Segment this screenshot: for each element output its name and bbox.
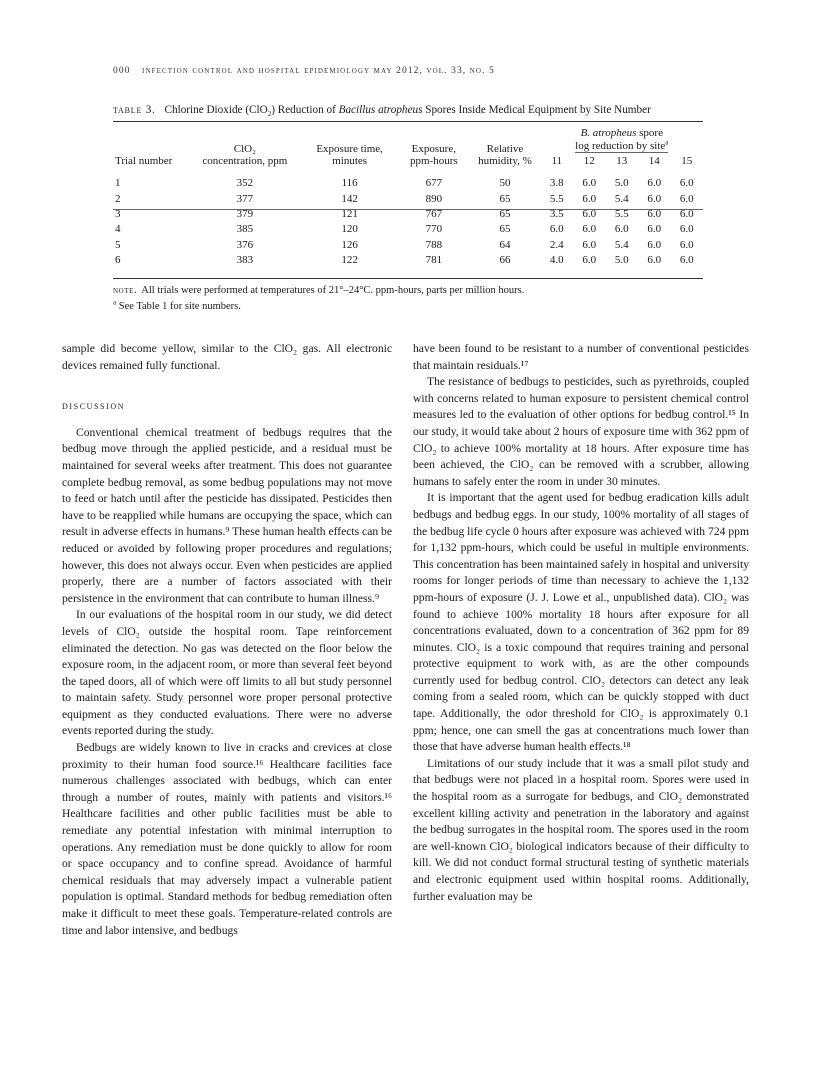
cell-site: 6.0 bbox=[582, 208, 597, 221]
paragraph: Conventional chemical treatment of bedbugs requires that the bedbug move through the applied pesticide, and a residual must be maintained for several weeks after treatment. This does not guarantee complete bedbug removal, as some bedbug populations may not move to feed or hatch until after the pesticide has dissipated. Pesticides then have to be reapplied while humans are occupying the space, which can result in adverse effects in humans.⁹ These human health effects can be reduced or avoided by following proper procedures and regulations; however, this does not always occur. Even when pesticides are applied properly, there are a number of factors associated with their persistence in the environment that can contribute to human illness.⁹ bbox=[62, 425, 392, 605]
cell-site: 2.4 bbox=[549, 238, 564, 251]
cell-exposure: 770 bbox=[425, 223, 443, 236]
cell-humidity: 50 bbox=[499, 177, 511, 190]
section-heading-discussion: discussion bbox=[62, 400, 126, 413]
table-row bbox=[113, 253, 703, 268]
header-site: 13 bbox=[616, 155, 628, 168]
header-exposure: Exposure, ppm-hours bbox=[409, 142, 458, 168]
cell-site: 6.0 bbox=[679, 238, 694, 251]
cell-time: 116 bbox=[341, 177, 358, 190]
cell-conc: 379 bbox=[236, 208, 254, 221]
cell-trial: 4 bbox=[115, 223, 121, 236]
cell-site: 6.0 bbox=[582, 223, 597, 236]
cell-site: 5.4 bbox=[614, 238, 629, 251]
cell-site: 6.0 bbox=[582, 238, 597, 251]
table-row bbox=[113, 191, 703, 206]
cell-trial: 5 bbox=[115, 238, 121, 251]
cell-site: 3.5 bbox=[549, 208, 564, 221]
cell-site: 6.0 bbox=[614, 223, 629, 236]
table-notes bbox=[113, 283, 703, 316]
header-humidity: Relative humidity, % bbox=[478, 142, 532, 168]
cell-time: 122 bbox=[341, 254, 358, 267]
table-top-rule bbox=[113, 121, 703, 122]
cell-site: 5.5 bbox=[549, 192, 564, 205]
paragraph: have been found to be resistant to a number of conventional pesticides that maintain residuals.¹⁷ bbox=[413, 342, 749, 372]
cell-site: 6.0 bbox=[582, 254, 597, 267]
cell-site: 6.0 bbox=[647, 177, 662, 190]
right-column bbox=[413, 341, 749, 905]
table-title-post: Spores Inside Medical Equipment by Site Number bbox=[422, 104, 651, 116]
cell-trial: 2 bbox=[115, 192, 121, 205]
cell-site: 5.5 bbox=[614, 208, 629, 221]
table-label: table 3. bbox=[113, 104, 156, 116]
paragraph: Limitations of our study include that it was a small pilot study and that bedbugs were not placed in a hospital room. Spores were used in the hospital room as a surrogate for bedbugs, and ClO₂ demonstrated excellent killing activity and penetration in the laboratory and against the bedbug surrogates in the hospital room. The spores used in the room are well-known ClO₂ biological indicators because of their difficulty to kill. We did not conduct formal structural testing of synthetic materials and electronic equipment used within hospital rooms. Additionally, further evaluation may be bbox=[413, 756, 749, 903]
cell-exposure: 677 bbox=[425, 177, 443, 190]
cell-humidity: 65 bbox=[499, 208, 511, 221]
cell-time: 120 bbox=[341, 223, 358, 236]
cell-trial: 3 bbox=[115, 208, 121, 221]
cell-site: 5.0 bbox=[614, 254, 629, 267]
header-site: 14 bbox=[648, 155, 660, 168]
header-exposure-time: Exposure time, minutes bbox=[316, 142, 383, 168]
table-row bbox=[113, 171, 703, 191]
table-bottom-rule bbox=[113, 278, 703, 279]
cell-site: 5.4 bbox=[614, 192, 629, 205]
cell-humidity: 66 bbox=[499, 254, 511, 267]
cell-site: 4.0 bbox=[549, 254, 564, 267]
issue-info: may 2012, vol. 33, no. 5 bbox=[373, 66, 495, 76]
table-row bbox=[113, 237, 703, 252]
cell-exposure: 788 bbox=[425, 238, 443, 251]
cell-site: 5.0 bbox=[614, 177, 629, 190]
cell-humidity: 65 bbox=[499, 223, 511, 236]
cell-site: 6.0 bbox=[647, 223, 662, 236]
paragraph: The resistance of bedbugs to pesticides, such as pyrethroids, coupled with concerns related to human exposure to persistent chemical control measures led to the evaluation of other options for bedbug control.¹⁵ In our study, it would take about 2 hours of exposure time with 362 ppm of ClO₂ to achieve 100% mortality at 18 hours. After exposure time has been achieved, the ClO₂ can be removed with a scrubber, allowing humans to safely enter the room in under 30 minutes. bbox=[413, 375, 749, 488]
cell-site: 6.0 bbox=[679, 177, 694, 190]
cell-site: 3.8 bbox=[549, 177, 564, 190]
table-row bbox=[113, 222, 703, 237]
cell-exposure: 890 bbox=[425, 192, 443, 205]
table-title-pre: Chlorine Dioxide (ClO bbox=[164, 104, 268, 116]
cell-site: 6.0 bbox=[679, 208, 694, 221]
cell-site: 6.0 bbox=[679, 192, 694, 205]
cell-site: 6.0 bbox=[647, 192, 662, 205]
cell-trial: 1 bbox=[115, 177, 121, 190]
cell-site: 6.0 bbox=[582, 177, 597, 190]
paragraph: Bedbugs are widely known to live in cracks and crevices at close proximity to their human food source.¹⁶ Healthcare facilities face numerous challenges associated with bedbugs, which can enter through a number of routes, mainly with patients and visitors.¹⁶ Healthcare facilities and other public facilities must be able to remediate any potential infestation with minimal interruption to operations. Any remediation must be done quickly to allow for room or space occupancy and to confine spread. Avoidance of harmful chemical residuals that may adversely impact a vulnerable patient population is optimal. Standard methods for bedbug remediation often make it difficult to meet these goals. Temperature-related controls are time and labor intensive, and bedbugs bbox=[62, 741, 392, 937]
cell-conc: 385 bbox=[236, 223, 254, 236]
cell-humidity: 65 bbox=[499, 192, 511, 205]
running-head bbox=[113, 66, 495, 76]
paragraph: It is important that the agent used for bedbug eradication kills adult bedbugs and bedbug eggs. In our study, 100% mortality of all stages of the bedbug life cycle 0 hours after exposure was achieved with 724 ppm for 1,132 ppm-hours, which could be useful in multiple environments. This concentration has been maintained safely in hospital and university rooms for longer periods of time than necessary to achieve the 1,132 ppm-hours of exposure (J. J. Lowe et al., unpublished data). ClO₂ was found to achieve 100% mortality 18 hours after exposure for all concentrations evaluated, down to a concentration of 362 ppm for 89 minutes. ClO₂ is a toxic compound that requires training and personal protective equipment to work with, as are the other compounds currently used for bedbug control. ClO₂ detectors can detect any leak coming from a sealed room, which can be quickly stopped with duct tape. Additionally, the odor threshold for ClO₂ is approximately 0.1 ppm; hence, one can smell the gas at concentrations much lower than those that have adverse human health effects.¹⁸ bbox=[413, 491, 749, 754]
table-note: note. All trials were performed at temperatures of 21°–24°C. ppm-hours, parts per million hours. bbox=[113, 285, 525, 296]
cell-site: 6.0 bbox=[679, 223, 694, 236]
page-number: 000 bbox=[113, 66, 131, 76]
cell-time: 142 bbox=[341, 192, 358, 205]
cell-site: 6.0 bbox=[679, 254, 694, 267]
table-caption bbox=[113, 104, 703, 119]
cell-conc: 352 bbox=[236, 177, 254, 190]
header-log-reduction: B. atropheus spore log reduction by site$^a$ bbox=[575, 127, 669, 152]
table-title-species: Bacillus atropheus bbox=[338, 104, 423, 116]
header-concentration: ClO₂ concentration, ppm bbox=[202, 142, 288, 168]
left-column bbox=[62, 341, 392, 939]
cell-exposure: 781 bbox=[425, 254, 443, 267]
header-site: 12 bbox=[583, 155, 595, 168]
cell-site: 6.0 bbox=[647, 208, 662, 221]
paragraph: sample did become yellow, similar to the ClO₂ gas. All electronic devices remained fully functional. bbox=[62, 342, 392, 372]
table-title-mid: ) Reduction of bbox=[271, 104, 339, 116]
cell-time: 121 bbox=[341, 208, 358, 221]
header-bottom-rule bbox=[113, 209, 703, 210]
cell-site: 6.0 bbox=[549, 223, 564, 236]
cell-time: 126 bbox=[341, 238, 358, 251]
cell-exposure: 767 bbox=[425, 208, 443, 221]
cell-conc: 377 bbox=[236, 192, 254, 205]
header-trial: Trial number bbox=[115, 155, 173, 168]
cell-conc: 383 bbox=[236, 254, 254, 267]
cell-site: 6.0 bbox=[647, 238, 662, 251]
table-footnote: $^a$ See Table 1 for site numbers. bbox=[113, 298, 241, 313]
cell-trial: 6 bbox=[115, 254, 121, 267]
header-site: 11 bbox=[551, 155, 563, 168]
journal-name: infection control and hospital epidemiology bbox=[142, 66, 371, 76]
cell-site: 6.0 bbox=[582, 192, 597, 205]
header-site: 15 bbox=[681, 155, 693, 168]
data-table bbox=[113, 127, 703, 268]
cell-conc: 376 bbox=[236, 238, 254, 251]
table-title: Chlorine Dioxide (ClO$_2$) Reduction of Bacillus atropheus Spores Inside Medical Equipment by Site Number bbox=[164, 104, 651, 119]
paragraph: In our evaluations of the hospital room in our study, we did detect levels of ClO₂ outside the hospital room. Tape reinforcement eliminated the detection. No gas was detected on the floor below the exposure room, in the adjacent room, or more than several feet beyond the taped doors, all of which were off limits to all but study personnel to maintain safety. Study personnel wore proper personal protective equipment as they conducted evaluations. There were no adverse events reported during the study. bbox=[62, 608, 392, 738]
cell-site: 6.0 bbox=[647, 254, 662, 267]
cell-humidity: 64 bbox=[499, 238, 511, 251]
